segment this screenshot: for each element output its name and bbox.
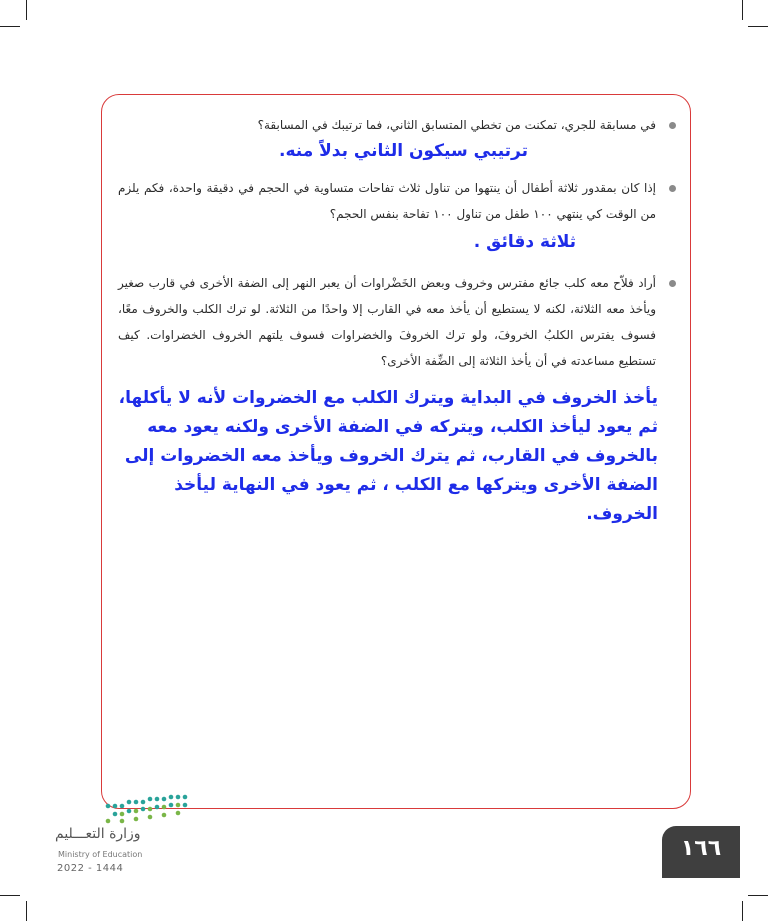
crop-mark — [26, 901, 27, 921]
page-number: ١٦٦ — [680, 836, 722, 861]
ministry-name-arabic: وزارة التعـــليم — [55, 826, 141, 842]
ministry-name-english: Ministry of Education — [58, 850, 143, 859]
crop-mark — [742, 0, 743, 20]
questions-content — [118, 112, 678, 529]
question-3 — [118, 270, 678, 374]
crop-mark — [0, 895, 20, 896]
question-text: في مسابقة للجري، تمكنت من تخطي المتسابق الثاني، فما ترتيبك في المسابقة؟ — [257, 118, 656, 132]
question-2 — [118, 175, 678, 227]
bullet-icon — [669, 185, 676, 192]
question-1 — [118, 112, 678, 138]
answer-1: ترتيبي سيكون الثاني بدلاً منه. — [278, 141, 528, 161]
bullet-icon — [669, 280, 676, 287]
answer-2: ثلاثة دقائق . — [473, 232, 576, 252]
answer-3: يأخذ الخروف في البداية ويترك الكلب مع الخضروات لأنه لا يأكلها، ثم يعود ليأخذ الكلب، ويتركه في الضفة الأخرى ولكنه يعود معه بالخروف في القارب، ثم يترك الخروف ويأخذ معه الخضروات إلى الضفة الأخرى ويتركها مع الكلب ، ثم يعود في النهاية ليأخذ الخروف. — [118, 388, 658, 524]
crop-mark — [26, 0, 27, 20]
page-number-tab — [662, 826, 740, 878]
crop-mark — [0, 26, 20, 27]
crop-mark — [742, 901, 743, 921]
crop-mark — [748, 895, 768, 896]
question-text: أراد فلاّح معه كلب جائع مفترس وخروف وبعض الخَضْراوات أن يعبر النهر إلى الضفة الأخرى في قارب صغير ويأخذ معه الثلاثة، لكنه لا يستطيع أن يأخذ معه في القارب إلا واحدًا من الثلاثة. لو ترك الكلب والخروف معًا، فسوف يفترس الكلبُ الخروفَ، ولو ترك الخروفَ والخضراوات فسوف يلتهم الخروف الخضراوات. كيف تستطيع مساعدته في أن يأخذ الثلاثة إلى الضِّفة الأخرى؟ — [118, 276, 656, 368]
bullet-icon — [669, 122, 676, 129]
crop-mark — [748, 26, 768, 27]
edition-year: 2022 - 1444 — [57, 863, 124, 874]
question-text: إذا كان بمقدور ثلاثة أطفال أن ينتهوا من تناول ثلاث تفاحات متساوية في الحجم في دقيقة واحدة، فكم يلزم من الوقت كي ينتهي ١٠٠ طفل من تناول ١٠٠ تفاحة بنفس الحجم؟ — [118, 181, 656, 221]
